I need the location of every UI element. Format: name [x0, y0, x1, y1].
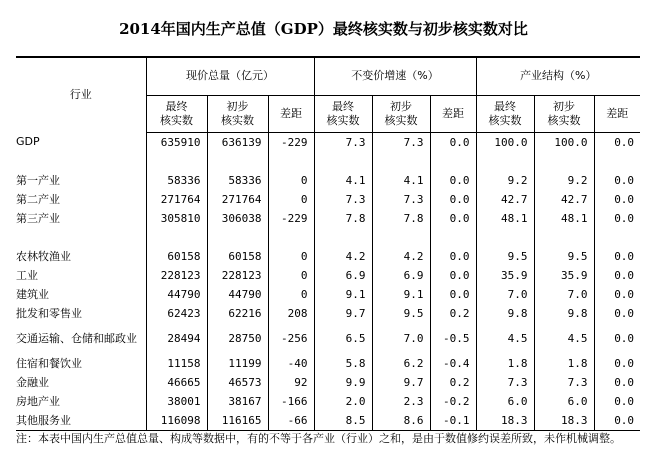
table-cell: 6.0	[534, 392, 594, 411]
table-cell: 0.0	[594, 373, 640, 392]
table-row	[16, 209, 640, 228]
table-cell: 0.0	[594, 266, 640, 285]
table-cell: 9.8	[476, 304, 534, 323]
spacer-row	[16, 228, 640, 247]
table-cell: 271764	[207, 190, 268, 209]
table-row	[16, 285, 640, 304]
table-cell: 7.0	[372, 323, 430, 354]
table-cell: 42.7	[534, 190, 594, 209]
table-cell: 0.0	[594, 304, 640, 323]
table-cell: 0.0	[594, 411, 640, 431]
table-cell: 0	[268, 190, 314, 209]
subheader-final: 最终 核实数	[146, 96, 207, 133]
table-cell: 0.0	[430, 133, 476, 153]
spacer-row	[16, 152, 640, 171]
table-row	[16, 323, 640, 354]
table-cell: 60158	[207, 247, 268, 266]
table-cell: 0.0	[430, 209, 476, 228]
table-cell: 7.3	[372, 133, 430, 153]
table-cell: 2.0	[314, 392, 372, 411]
subheader-preliminary: 初步 核实数	[207, 96, 268, 133]
table-cell: 48.1	[476, 209, 534, 228]
table-row	[16, 266, 640, 285]
table-cell: 28750	[207, 323, 268, 354]
table-cell: 11199	[207, 354, 268, 373]
industry-name: 批发和零售业	[16, 306, 82, 320]
table-cell: 0.0	[594, 190, 640, 209]
group-header-growth: 不变价增速（%）	[314, 57, 476, 96]
table-cell: 0.0	[430, 266, 476, 285]
table-cell: 6.0	[476, 392, 534, 411]
table-cell: 9.2	[476, 171, 534, 190]
table-cell: 6.5	[314, 323, 372, 354]
table-cell: -0.5	[430, 323, 476, 354]
subheader-preliminary: 初步 核实数	[534, 96, 594, 133]
table-cell: 46573	[207, 373, 268, 392]
table-cell: 5.8	[314, 354, 372, 373]
table-cell: 8.5	[314, 411, 372, 431]
table-cell: 0.0	[594, 354, 640, 373]
table-cell: 271764	[146, 190, 207, 209]
table-cell: 208	[268, 304, 314, 323]
subheader-difference: 差距	[268, 96, 314, 133]
table-cell: -229	[268, 209, 314, 228]
table-cell: -0.4	[430, 354, 476, 373]
subheader-difference: 差距	[430, 96, 476, 133]
table-row	[16, 133, 640, 153]
table-row	[16, 411, 640, 431]
subheader-final: 最终 核实数	[314, 96, 372, 133]
subheader-final: 最终 核实数	[476, 96, 534, 133]
table-cell: 6.2	[372, 354, 430, 373]
table-cell: 4.1	[372, 171, 430, 190]
table-cell: 18.3	[476, 411, 534, 431]
table-cell: -0.2	[430, 392, 476, 411]
table-row	[16, 354, 640, 373]
table-cell: 0.0	[430, 285, 476, 304]
table-row	[16, 373, 640, 392]
table-cell: 0.0	[594, 171, 640, 190]
table-cell: 8.6	[372, 411, 430, 431]
table-cell: -66	[268, 411, 314, 431]
table-cell: 306038	[207, 209, 268, 228]
table-cell: 0.0	[594, 392, 640, 411]
table-cell: 60158	[146, 247, 207, 266]
table-cell: 4.2	[314, 247, 372, 266]
table-row	[16, 304, 640, 323]
industry-name: 房地产业	[16, 394, 60, 408]
table-cell: 0	[268, 266, 314, 285]
table-cell: 4.5	[534, 323, 594, 354]
table-cell: 0.0	[594, 247, 640, 266]
table-cell: 7.3	[476, 373, 534, 392]
table-cell: 9.1	[314, 285, 372, 304]
table-cell: 7.8	[372, 209, 430, 228]
subheader-preliminary: 初步 核实数	[372, 96, 430, 133]
table-cell: 9.7	[314, 304, 372, 323]
table-cell: -0.1	[430, 411, 476, 431]
table-cell: 9.9	[314, 373, 372, 392]
table-cell: 116098	[146, 411, 207, 431]
group-header-current-price: 现价总量（亿元）	[146, 57, 314, 96]
table-row	[16, 190, 640, 209]
table-cell: 0	[268, 247, 314, 266]
table-cell: 9.5	[534, 247, 594, 266]
table-cell: 305810	[146, 209, 207, 228]
table-cell: -229	[268, 133, 314, 153]
table-cell: 62216	[207, 304, 268, 323]
industry-name: 第三产业	[16, 211, 60, 225]
table-cell: 0.0	[430, 171, 476, 190]
page-title: 2014年国内生产总值（GDP）最终核实数与初步核实数对比	[119, 20, 528, 38]
table-cell: -40	[268, 354, 314, 373]
table-cell: 0.0	[594, 209, 640, 228]
table-cell: 0.2	[430, 373, 476, 392]
table-cell: 0.0	[594, 133, 640, 153]
table-cell: 58336	[207, 171, 268, 190]
industry-name: 工业	[16, 268, 38, 282]
subheader-difference: 差距	[594, 96, 640, 133]
industry-name: GDP	[16, 135, 40, 149]
table-cell: 1.8	[476, 354, 534, 373]
table-cell: 62423	[146, 304, 207, 323]
table-cell: 9.2	[534, 171, 594, 190]
table-cell: 92	[268, 373, 314, 392]
table-cell: 9.5	[476, 247, 534, 266]
table-cell: 2.3	[372, 392, 430, 411]
table-cell: 38001	[146, 392, 207, 411]
table-cell: 0.0	[594, 323, 640, 354]
table-cell: 44790	[146, 285, 207, 304]
table-cell: 228123	[146, 266, 207, 285]
table-cell: 636139	[207, 133, 268, 153]
table-cell: 7.8	[314, 209, 372, 228]
gdp-comparison-table	[16, 57, 640, 431]
industry-name: 建筑业	[16, 287, 49, 301]
table-cell: 9.5	[372, 304, 430, 323]
table-cell: 9.7	[372, 373, 430, 392]
industry-name: 第二产业	[16, 192, 60, 206]
table-cell: 0	[268, 285, 314, 304]
table-cell: 9.1	[372, 285, 430, 304]
table-cell: 0.0	[594, 285, 640, 304]
table-cell: 6.9	[314, 266, 372, 285]
table-cell: 7.3	[314, 190, 372, 209]
industry-name: 金融业	[16, 375, 49, 389]
table-cell: 100.0	[476, 133, 534, 153]
table-cell: 4.2	[372, 247, 430, 266]
table-cell: 1.8	[534, 354, 594, 373]
table-cell: 46665	[146, 373, 207, 392]
table-cell: 38167	[207, 392, 268, 411]
table-cell: 44790	[207, 285, 268, 304]
table-row	[16, 247, 640, 266]
table-cell: 7.3	[372, 190, 430, 209]
table-cell: 635910	[146, 133, 207, 153]
table-cell: 28494	[146, 323, 207, 354]
table-cell: 48.1	[534, 209, 594, 228]
table-cell: 0.0	[430, 190, 476, 209]
industry-header: 行业	[69, 87, 92, 101]
industry-name: 其他服务业	[16, 411, 146, 431]
table-cell: 7.0	[534, 285, 594, 304]
table-cell: 7.3	[314, 133, 372, 153]
table-cell: -256	[268, 323, 314, 354]
table-cell: 4.1	[314, 171, 372, 190]
table-cell: 9.8	[534, 304, 594, 323]
table-cell: -166	[268, 392, 314, 411]
table-footnote: 注：本表中国内生产总值总量、构成等数据中，有的不等于各产业（行业）之和，是由于数值修约误差所致，未作机械调整。	[16, 432, 621, 445]
table-cell: 35.9	[476, 266, 534, 285]
table-cell: 100.0	[534, 133, 594, 153]
industry-name: 住宿和餐饮业	[16, 356, 82, 370]
table-cell: 35.9	[534, 266, 594, 285]
table-cell: 4.5	[476, 323, 534, 354]
table-cell: 0	[268, 171, 314, 190]
industry-name: 第一产业	[16, 173, 60, 187]
group-header-structure: 产业结构（%）	[476, 57, 640, 96]
industry-name: 农林牧渔业	[16, 249, 71, 263]
table-cell: 42.7	[476, 190, 534, 209]
table-cell: 228123	[207, 266, 268, 285]
table-cell: 7.3	[534, 373, 594, 392]
table-cell: 0.2	[430, 304, 476, 323]
industry-name: 交通运输、仓储和邮政业	[16, 331, 137, 345]
table-cell: 7.0	[476, 285, 534, 304]
table-cell: 11158	[146, 354, 207, 373]
table-row	[16, 392, 640, 411]
table-cell: 58336	[146, 171, 207, 190]
table-cell: 116165	[207, 411, 268, 431]
table-cell: 0.0	[430, 247, 476, 266]
table-row	[16, 171, 640, 190]
table-cell: 6.9	[372, 266, 430, 285]
table-cell: 18.3	[534, 411, 594, 431]
